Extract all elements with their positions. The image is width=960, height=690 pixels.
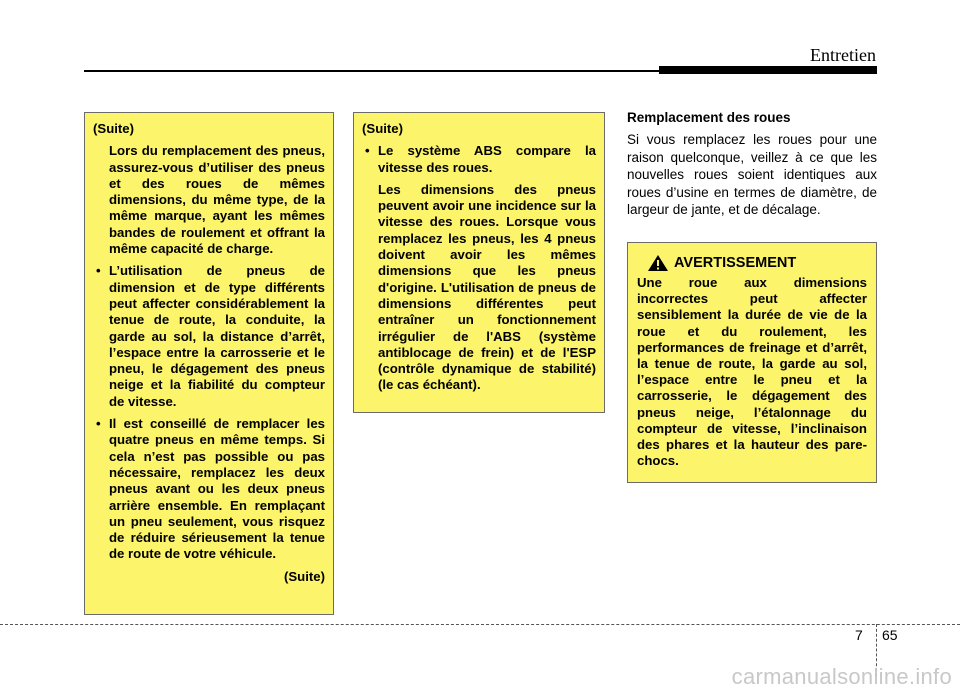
section-body: Si vous remplacez les roues pour une raison quelconque, veillez à ce que les nouvelles roues soient identiques aux roues d’usine en termes de diamètre, de largeur de jante, et de décalage. bbox=[627, 132, 877, 217]
watermark-text: carmanualsonline.info bbox=[731, 664, 952, 689]
warning-box bbox=[627, 242, 877, 483]
continued-label: (Suite) bbox=[283, 568, 325, 584]
page-number: 65 bbox=[882, 627, 898, 643]
box-heading: (Suite) bbox=[93, 121, 135, 136]
footer-dashed-rule bbox=[0, 624, 960, 625]
box-bullet: • L’utilisation de pneus de dimension et de type différents peut affecter considérablement la tenue de route, la conduite, la garde au sol, la distance d’arrêt, l’espace entre la carrosserie et le pneu, le dégagement des pneus neige et la fiabilité du compteur de vitesse. bbox=[109, 263, 325, 410]
box-bullet: • Il est conseillé de remplacer les quatre pneus en même temps. Si cela n’est pas possible ou pas nécessaire, remplacez les deux pneus avant ou les deux pneus arrière ensemble. En remplaçant un pneu seulement, vous risquez de réduire sérieusement la tenue de route de votre véhicule. bbox=[109, 416, 325, 563]
warning-title: AVERTISSEMENT bbox=[674, 255, 797, 271]
box-paragraph: Lors du remplacement des pneus, assurez-vous d’utiliser des pneus et des roues de mêmes dimensions, du même type, de la même marque, ayant les mêmes bandes de roulement et offrant la même capacité de charge. bbox=[109, 143, 325, 257]
chapter-number: 7 bbox=[855, 627, 863, 643]
box-paragraph: Les dimensions des pneus peuvent avoir une incidence sur la vitesse des roues. Lorsque vous remplacez les pneus, les 4 pneus doivent avoir les mêmes dimensions que les pneus d'origine. L'utilisation de pneus de dimensions différentes peut entraîner un fonctionnement irrégulier de l'ABS (système antiblocage de frein) et de l'ESP (contrôle dynamique de stabilité) (le cas échéant). bbox=[378, 181, 596, 393]
page-header-title: Entretien bbox=[810, 45, 876, 65]
warning-triangle-icon bbox=[647, 254, 669, 272]
box-heading: (Suite) bbox=[362, 121, 404, 136]
section-title: Remplacement des roues bbox=[627, 110, 791, 125]
warning-body: Une roue aux dimensions incorrectes peut affecter sensiblement la durée de vie de la roue et du roulement, les performances de freinage et d’arrêt, la tenue de route, la garde au sol, l’espace entre le pneu et la carrosserie, le dégagement des pneus neige, l’étalonnage du compteur de vitesse, l’inclinaison des phares et la hauteur des pare-chocs. bbox=[637, 275, 867, 469]
abs-note-box bbox=[353, 112, 605, 413]
caution-box-continued bbox=[84, 112, 334, 615]
header-rule-thick bbox=[659, 66, 877, 74]
box-bullet: • Le système ABS compare la vitesse des roues. bbox=[378, 143, 596, 176]
header-rule-thin bbox=[84, 70, 662, 72]
warning-header bbox=[637, 254, 867, 272]
